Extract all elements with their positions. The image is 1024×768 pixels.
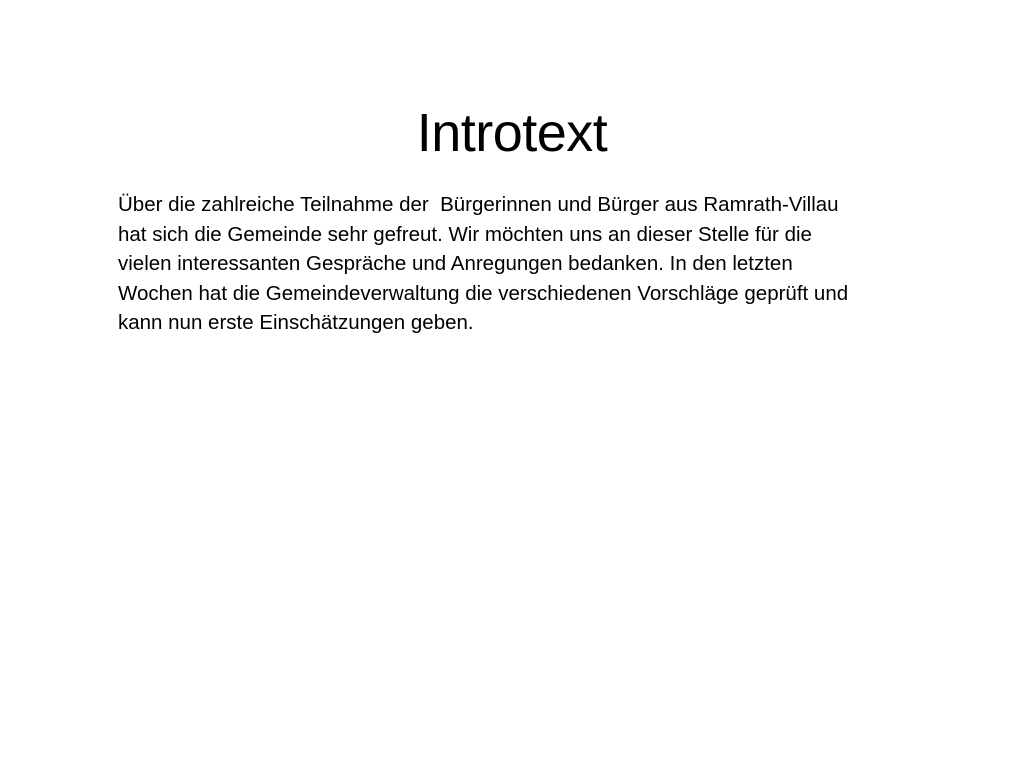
slide-title: Introtext — [416, 103, 608, 163]
body-line: kann nun erste Einschätzungen geben. — [118, 311, 474, 334]
body-line: Über die zahlreiche Teilnahme der Bürgerinnen und Bürger aus Ramrath-Villau — [118, 193, 839, 216]
slide-body-text — [118, 190, 968, 338]
body-line: Wochen hat die Gemeindeverwaltung die verschiedenen Vorschläge geprüft und — [118, 281, 849, 305]
body-line: hat sich die Gemeinde sehr gefreut. Wir möchten uns an dieser Stelle für die — [118, 222, 812, 246]
body-line: vielen interessanten Gespräche und Anregungen bedanken. In den letzten — [118, 252, 793, 275]
